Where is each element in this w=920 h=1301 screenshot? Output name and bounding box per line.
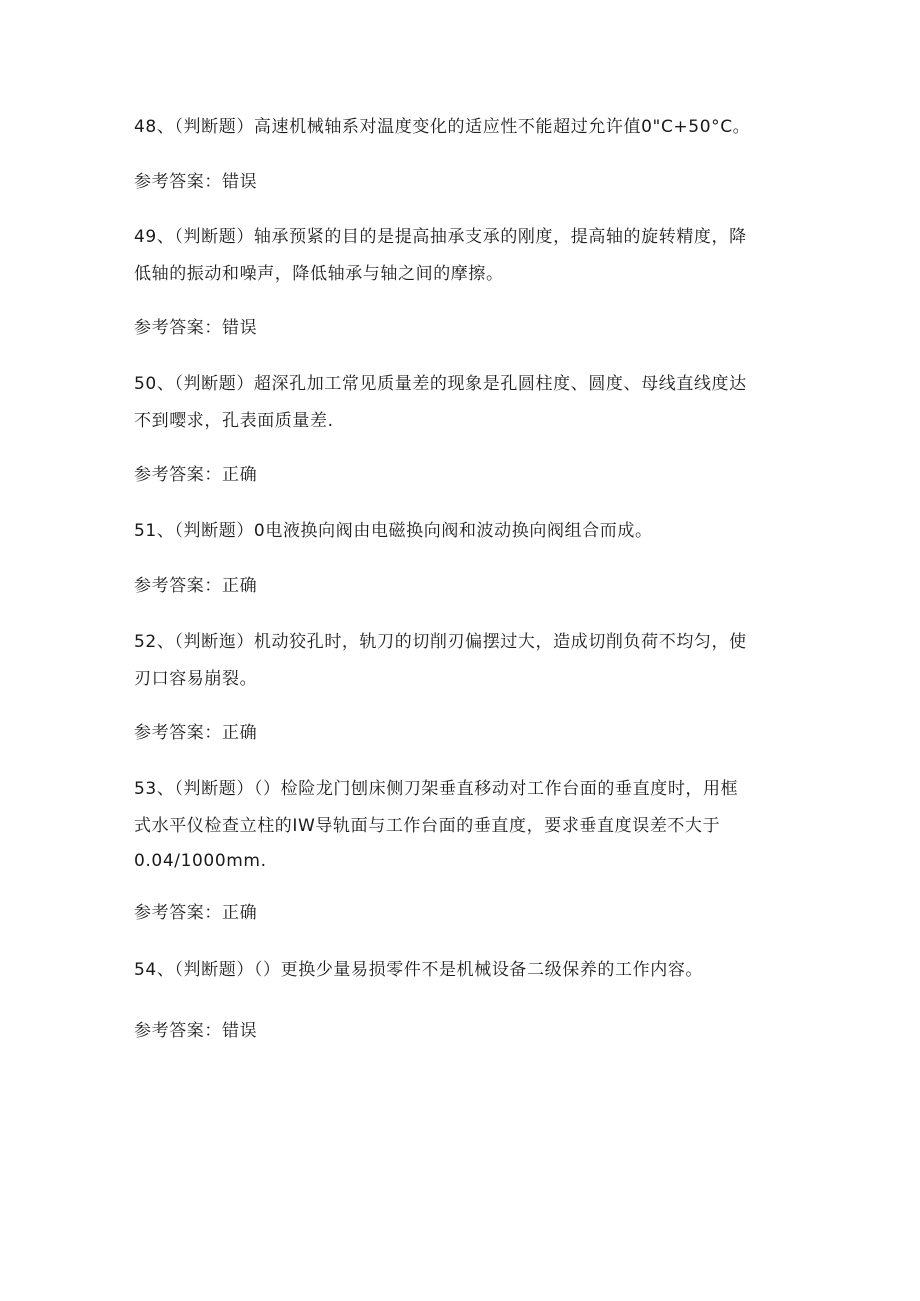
question-49-line-2: 低轴的振动和噪声，降低轴承与轴之间的摩擦。	[134, 264, 504, 284]
question-49-answer: 参考答案：错误	[134, 318, 258, 338]
question-50-answer: 参考答案：正确	[134, 465, 258, 485]
question-54-line-1: 54、（判断题）（）更换少量易损零件不是机械设备二级保养的工作内容。	[134, 960, 704, 980]
question-52-line-1: 52、（判断迤）机动狡孔时，轨刀的切削刃偏摆过大，造成切削负荷不均匀，使	[134, 632, 747, 652]
question-50-line-1: 50、（判断题）超深孔加工常见质量差的现象是孔圆柱度、圆度、母线直线度达	[134, 374, 747, 394]
question-49-line-1: 49、（判断题）轴承预紧的目的是提高抽承支承的刚度，提高轴的旋转精度，降	[134, 227, 747, 247]
question-51-line-1: 51、（判断题）0电液换向阀由电磁换向阀和波动换向阀组合而成。	[134, 521, 653, 541]
question-52-answer: 参考答案：正确	[134, 723, 258, 743]
question-54-answer: 参考答案：错误	[134, 1021, 258, 1041]
question-53-line-3: 0.04/1000mm.	[134, 851, 267, 871]
question-51-answer: 参考答案：正确	[134, 576, 258, 596]
question-53-answer: 参考答案：正确	[134, 903, 258, 923]
question-48-line-1: 48、（判断题）高速机械轴系对温度变化的适应性不能超过允许值0"C+50°C。	[134, 117, 751, 137]
question-53-line-1: 53、（判断题）（）检险龙门刨床侧刀架垂直移动对工作台面的垂直度时，用框	[134, 779, 739, 799]
question-52-line-2: 刃口容易崩裂。	[134, 669, 258, 689]
question-48-answer: 参考答案：错误	[134, 172, 258, 192]
question-50-line-2: 不到嘤求，孔表面质量差.	[134, 411, 334, 431]
question-53-line-2: 式水平仪检查立柱的IW导轨面与工作台面的垂直度，要求垂直度误差不大于	[134, 816, 721, 836]
